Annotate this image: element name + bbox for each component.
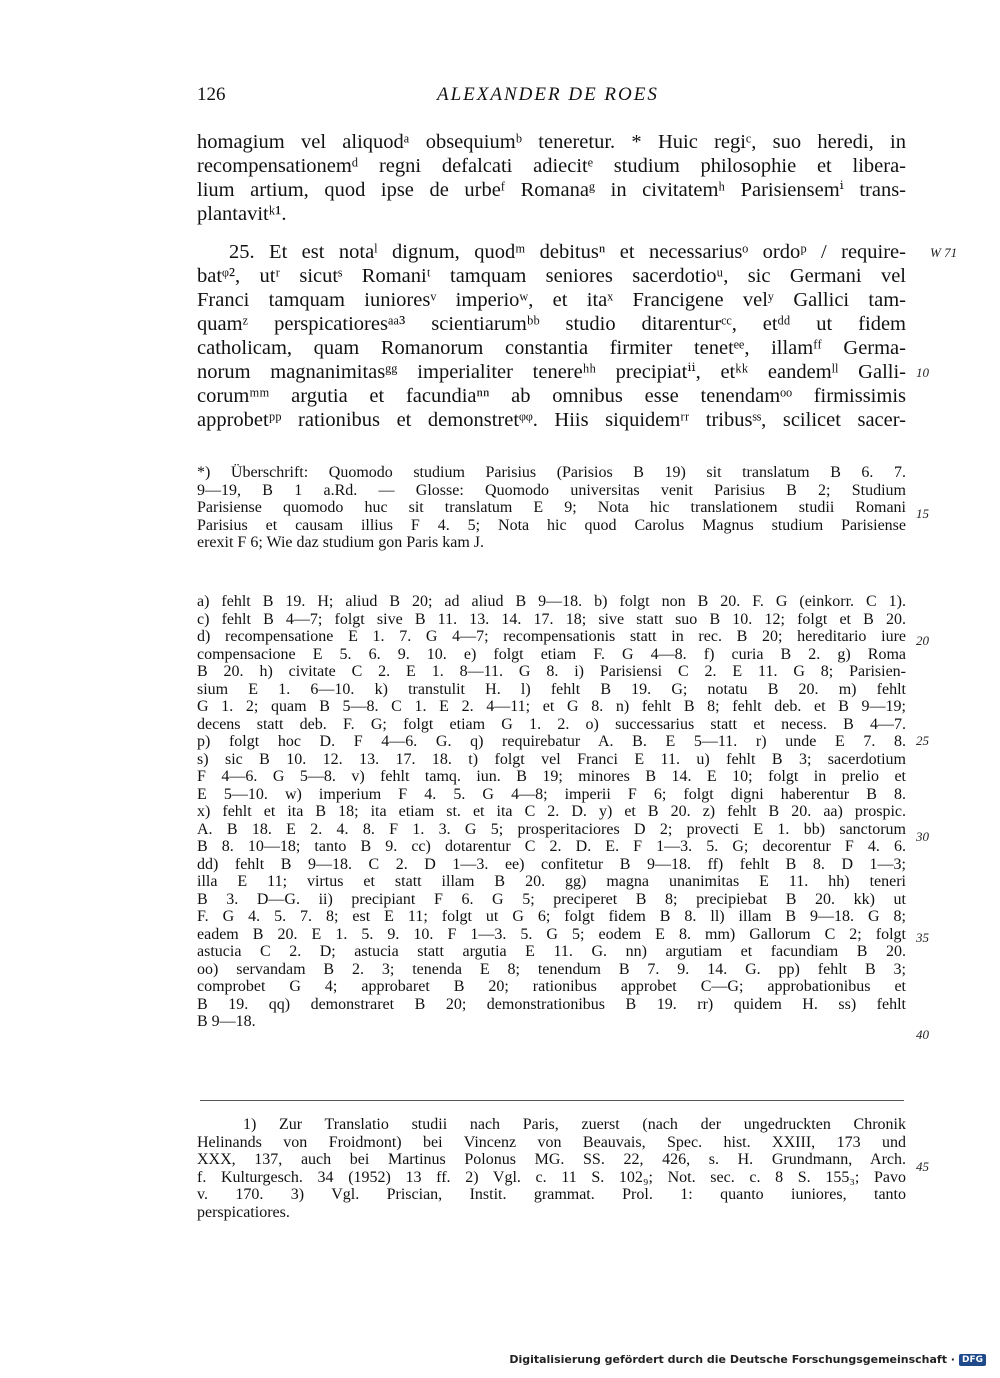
apparatus-line: G 1. 2; quam B 5—8. C 1. E 2. 4—11; et G 8. n) fehlt B 8; fehlt deb. et B 9—19;: [197, 698, 906, 715]
apparatus-line: s) sic B 10. 12. 13. 17. 18. t) folgt vel Franci E 11. u) fehlt B 3; sacerdotium: [197, 750, 906, 768]
apparatus-line: decens statt deb. F. G; folgt etiam G 1. 2. o) successarius statt et necess. B 4—7.: [197, 715, 906, 733]
apparatus-line: B 9—18.: [197, 1013, 256, 1030]
apparatus-line: c) fehlt B 4—7; folgt sive B 11. 13. 14. 17. 18; sive statt suo B 10. 12; folgt et B 20.: [197, 610, 906, 628]
apparatus-line: a) fehlt B 19. H; aliud B 20; ad aliud B 9—18. b) folgt non B 20. F. G (einkorr. C 1).: [197, 593, 906, 610]
note-line: *) Überschrift: Quomodo studium Parisius (Parisios B 19) sit translatum B 6. 7.: [197, 464, 906, 481]
footnote-separator: [200, 1100, 904, 1101]
apparatus-line: F. G 4. 5. 7. 8; est E 11; folgt ut G 6; folgt fidem B 8. ll) illam B 9—18. G 8;: [197, 908, 906, 925]
margin-line-number: 30: [916, 829, 929, 844]
margin-line-number: 15: [916, 506, 929, 521]
text-line: approbetᵖᵖ rationibus et demonstretᵠᵠ. Hiis siquidemʳʳ tribusˢˢ, scilicet sacer-: [197, 409, 906, 431]
running-title: ALEXANDER DE ROES: [437, 84, 659, 105]
apparatus-line: B 20. h) civitate C 2. E 1. 8—11. G 8. i) Parisiensi C 2. E 11. G 8; Parisien-: [197, 663, 906, 680]
text-line: catholicam, quam Romanorum constantia firmiter tenetᵉᵉ, illamᶠᶠ Germa-: [197, 337, 906, 359]
footnote-line: Helinands von Froidmont) bei Vincenz von Beauvais, Spec. hist. XXIII, 173 und: [197, 1133, 906, 1151]
note-line: Parisius et causam illius F 4. 5; Nota hic quod Carolus Magnus studium Parisiense: [197, 516, 906, 534]
star-note: [197, 464, 906, 552]
note-line: Parisiense quomodo huc sit translatum E 9; Nota hic translationem studii Romani: [197, 499, 906, 516]
main-paragraph-1: [197, 130, 906, 226]
text-line: norum magnanimitasᵍᵍ imperialiter tenereʰʰ precipiatⁱⁱ, etᵏᵏ eandemˡˡ Galli-: [197, 361, 906, 383]
apparatus-line: oo) servandam B 2. 3; tenenda E 8; tenendum B 7. 9. 14. G. pp) fehlt B 3;: [197, 960, 906, 978]
margin-line-number: 40: [916, 1027, 929, 1042]
apparatus-line: astucia C 2. D; astucia statt argutia E 11. G. nn) argutiam et facundiam B 20.: [197, 943, 906, 960]
margin-line-number: 25: [916, 733, 929, 748]
text-line: lium artium, quod ipse de urbeᶠ Romanaᵍ in civitatemʰ Parisiensemⁱ trans-: [197, 179, 906, 201]
text-line: quamᶻ perspicatioresᵃᵃ³ scientiarumᵇᵇ studio ditarenturᶜᶜ, etᵈᵈ ut fidem: [197, 313, 906, 335]
margin-line-number: 20: [916, 633, 929, 648]
apparatus-line: B 8. 10—18; tanto B 9. cc) dotarentur C 2. D. E. F 1—3. 5. G; decorentur F 4. 6.: [197, 838, 906, 855]
apparatus-line: illa E 11; virtus et statt illam B 20. gg) magna unanimitas E 11. hh) teneri: [197, 873, 906, 890]
text-line: recompensationemᵈ regni defalcati adiecitᵉ studium philosophie et libera-: [197, 155, 906, 177]
margin-line-number: 10: [916, 365, 929, 380]
apparatus-line: B 19. qq) demonstraret B 20; demonstrationibus B 19. rr) quidem H. ss) fehlt: [197, 995, 906, 1013]
apparatus-line: x) fehlt et ita B 18; ita etiam st. et ita C 2. D. y) et B 20. z) fehlt B 20. aa) prospic.: [197, 803, 906, 820]
text-line: plantavitᵏ¹.: [197, 203, 287, 225]
apparatus-line: compensacione E 5. 6. 9. 10. e) folgt etiam F. G 4—8. f) curia B 2. g) Roma: [197, 645, 906, 663]
apparatus-line: comprobet G 4; approbaret B 20; rationibus approbet C—G; approbationibus et: [197, 978, 906, 995]
text-line: homagium vel aliquodᵃ obsequiumᵇ teneretur. * Huic regiᶜ, suo heredi, in: [197, 131, 906, 153]
footnote-line: f. Kulturgesch. 34 (1952) 13 ff. 2) Vgl. c. 11 S. 102₉; Not. sec. c. 8 S. 155₃; Pavo: [197, 1168, 906, 1186]
margin-line-number: 35: [916, 930, 929, 945]
text-line: 25. Et est notaˡ dignum, quodᵐ debitusⁿ et necessariusᵒ ordoᵖ / require-: [229, 241, 906, 263]
apparatus-line: eadem B 20. E 1. 5. 9. 10. F 1—3. 5. G 5; eodem E 8. mm) Gallorum C 2; folgt: [197, 925, 906, 943]
margin-ref-w71: W 71: [930, 245, 958, 260]
footnotes: [197, 1116, 906, 1221]
footnote-line: XXX, 137, auch bei Martinus Polonus MG. SS. 22, 426, s. H. Grundmann, Arch.: [197, 1151, 906, 1168]
text-line: corumᵐᵐ argutia et facundiaⁿⁿ ab omnibus esse tenendamᵒᵒ firmissimis: [197, 385, 906, 407]
apparatus-line: E 5—10. w) imperium F 4. 5. G 4—8; imperii F 6; folgt digni haberentur B 8.: [197, 785, 906, 803]
apparatus-line: sium E 1. 6—10. k) transtulit H. l) fehlt B 19. G; notatu B 20. m) fehlt: [197, 680, 906, 698]
dfg-logo: DFG: [959, 1354, 986, 1366]
apparatus-line: d) recompensatione E 1. 7. G 4—7; recompensationis statt in rec. B 20; hereditario iure: [197, 628, 906, 645]
footnote-line: perspicatiores.: [197, 1203, 290, 1221]
apparatus-line: B 3. D—G. ii) precipiant F 6. G 5; preciperet B 8; precipiebat B 20. kk) ut: [197, 890, 906, 908]
page-number: 126: [197, 84, 226, 105]
text-line: Franci tamquam iunioresᵛ imperioʷ, et itaˣ Francigene velʸ Gallici tam-: [197, 289, 906, 311]
note-line: 9—19, B 1 a.Rd. — Glosse: Quomodo universitas venit Parisius B 2; Studium: [197, 481, 906, 499]
apparatus-line: A. B 18. E 2. 4. 8. F 1. 3. G 5; prosperitaciores D 2; provecti E 1. bb) sanctorum: [197, 820, 906, 838]
footnote-line: v. 170. 3) Vgl. Priscian, Instit. grammat. Prol. 1: quanto iuniores, tanto: [197, 1186, 906, 1203]
apparatus-line: F 4—6. G 5—8. v) fehlt tamq. iun. B 19; minores B 14. E 10; folgt in prelio et: [197, 768, 906, 785]
note-line: erexit F 6; Wie daz studium gon Paris kam J.: [197, 534, 485, 551]
apparatus-line: p) folgt hoc D. F 4—6. G. q) requirebatur A. B. E 5—11. r) unde E 7. 8.: [197, 733, 906, 750]
apparatus-line: dd) fehlt B 9—18. C 2. D 1—3. ee) confitetur B 9—18. ff) fehlt B 8. D 1—3;: [197, 855, 906, 873]
critical-apparatus: [197, 593, 906, 1031]
digitization-credit: [509, 1353, 986, 1366]
margin-line-number: 45: [916, 1159, 929, 1174]
main-paragraph-2: [197, 240, 906, 432]
footnote-line: 1) Zur Translatio studii nach Paris, zuerst (nach der ungedruckten Chronik: [243, 1116, 906, 1133]
credit-text: Digitalisierung gefördert durch die Deutsche Forschungsgemeinschaft ·: [509, 1353, 955, 1366]
text-line: batᵠ², utʳ sicutˢ Romaniᵗ tamquam seniores sacerdotioᵘ, sic Germani vel: [197, 265, 906, 287]
